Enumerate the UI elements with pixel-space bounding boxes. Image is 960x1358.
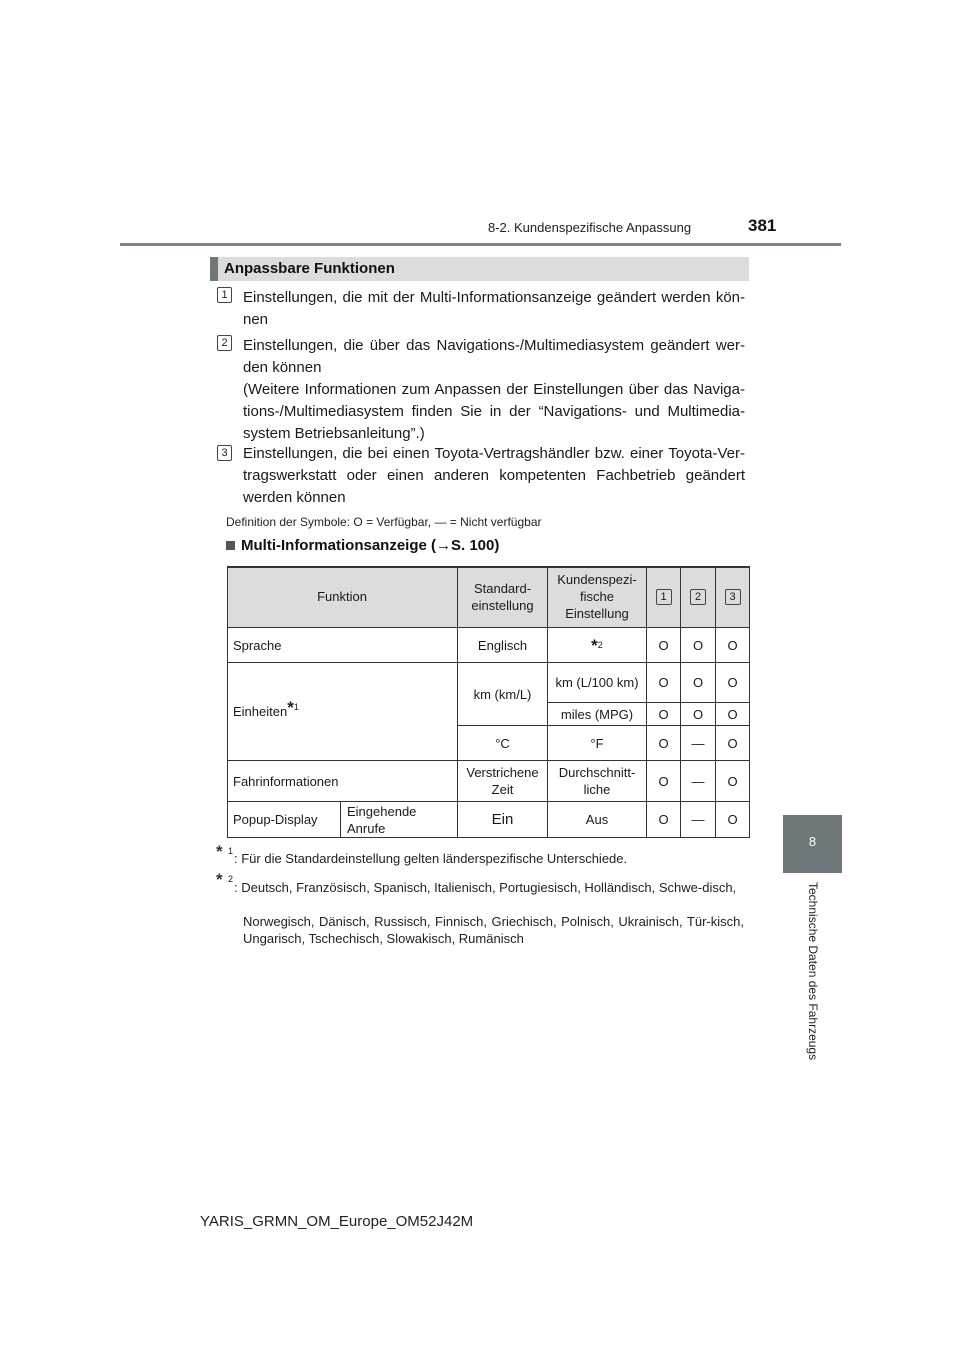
footnote-ref: 2 [597, 639, 603, 650]
number-2-icon: 2 [217, 335, 232, 351]
page-number: 381 [748, 216, 777, 235]
section-heading-bar [210, 257, 218, 281]
footnote-star: * [287, 698, 294, 717]
td-popup-c1: O [647, 802, 681, 838]
td-sprache-c3: O [716, 628, 750, 663]
td-sprache-c2: O [681, 628, 716, 663]
td-einheiten-custom-f: °F [548, 726, 647, 761]
th-funktion: Funktion [227, 566, 458, 628]
td-einheiten [227, 663, 458, 761]
td-einheiten-a-c3: O [716, 663, 750, 703]
item-2-text [243, 335, 745, 445]
section-heading: Anpassbare Funktionen [224, 260, 395, 277]
symbol-definition: Definition der Symbole: O = Verfügbar, — = Nicht verfügbar [226, 515, 542, 529]
subsection-heading [241, 537, 499, 554]
document-footer: YARIS_GRMN_OM_Europe_OM52J42M [200, 1213, 474, 1230]
td-popup-standard: Ein [458, 802, 548, 838]
th-standard: Standard-einstellung [458, 566, 548, 628]
td-einheiten-c-c2: — [681, 726, 716, 761]
footnote-2-star: * [216, 870, 223, 889]
td-sprache-custom [548, 628, 647, 663]
td-fahrinfo-custom: Durchschnitt-liche [548, 761, 647, 802]
header-rule [120, 243, 841, 246]
td-fahrinfo-standard: Verstrichene Zeit [458, 761, 548, 802]
header-section-title: 8-2. Kundenspezifische Anpassung [488, 220, 692, 235]
item-2-note: (Weitere Informationen zum Anpassen der Einstellungen über das Naviga-tions-/Multimediasystem finden Sie in der “Navigations- und Multimedia-system Betriebsanleitung”.) [243, 381, 745, 442]
chapter-number: 8 [808, 834, 817, 849]
item-1-text [243, 287, 745, 331]
td-fahrinfo: Fahrinformationen [227, 761, 458, 802]
td-sprache-standard: Englisch [458, 628, 548, 663]
td-einheiten-standard-km: km (km/L) [458, 663, 548, 726]
item-3-line: Einstellungen, die bei einen Toyota-Vertragshändler bzw. einer Toyota-Ver-tragswerkstatt oder einen anderen kompetenten Fachbetrieb geändert werden können [243, 445, 745, 506]
chapter-title: Technische Daten des Fahrzeugs [806, 882, 820, 1061]
item-1-line: Einstellungen, die mit der Multi-Informationsanzeige geändert werden kön-nen [243, 289, 745, 328]
td-einheiten-custom-miles: miles (MPG) [548, 703, 647, 726]
td-sprache-c1: O [647, 628, 681, 663]
td-popup-c2: — [681, 802, 716, 838]
footnote-star: * [591, 635, 598, 655]
footnote-1-num: 1 [228, 846, 234, 856]
footnote-2-text: : Deutsch, Französisch, Spanisch, Italienisch, Portugiesisch, Holländisch, Schwe-disch, [234, 880, 737, 895]
td-einheiten-c-c1: O [647, 726, 681, 761]
square-bullet-icon [226, 541, 235, 550]
th-col2 [681, 566, 716, 628]
arrow-icon: → [436, 537, 451, 554]
number-3-icon: 3 [217, 445, 232, 461]
th-col1 [647, 566, 681, 628]
footnote-ref: 1 [293, 702, 299, 712]
footnote-2-text-cont: Norwegisch, Dänisch, Russisch, Finnisch, Griechisch, Polnisch, Ukrainisch, Tür-kisch, Ungarisch, Tschechisch, Slowakisch, Rumänisch [243, 914, 744, 946]
th-kundenspezifisch: Kundenspezi-fische Einstellung [548, 566, 647, 628]
td-einheiten-c-c3: O [716, 726, 750, 761]
td-einheiten-a-c2: O [681, 663, 716, 703]
number-3-icon: 3 [725, 589, 741, 605]
number-1-icon: 1 [217, 287, 232, 303]
settings-table [227, 566, 750, 838]
td-fahrinfo-c3: O [716, 761, 750, 802]
subsection-ref: S. 100) [451, 537, 500, 554]
td-einheiten-standard-c: °C [458, 726, 548, 761]
td-popup: Popup-Display [227, 802, 341, 838]
td-einheiten-b-c3: O [716, 703, 750, 726]
number-1-icon: 1 [656, 589, 672, 605]
td-einheiten-b-c1: O [647, 703, 681, 726]
td-fahrinfo-c1: O [647, 761, 681, 802]
footnote-1-star: * [216, 842, 223, 861]
td-popup-sub: Eingehende Anrufe [341, 802, 458, 838]
item-3-text [243, 443, 745, 509]
einheiten-label: Einheiten [233, 704, 288, 719]
td-fahrinfo-c2: — [681, 761, 716, 802]
td-popup-c3: O [716, 802, 750, 838]
footnote-1-text: : Für die Standardeinstellung gelten länderspezifische Unterschiede. [234, 851, 628, 866]
subsection-title: Multi-Informationsanzeige ( [241, 537, 436, 554]
th-col3 [716, 566, 750, 628]
td-einheiten-a-c1: O [647, 663, 681, 703]
td-popup-custom: Aus [548, 802, 647, 838]
td-einheiten-custom-km: km (L/100 km) [548, 663, 647, 703]
td-einheiten-b-c2: O [681, 703, 716, 726]
item-2-line: Einstellungen, die über das Navigations-/Multimediasystem geändert wer-den können [243, 337, 745, 376]
footnote-2-num: 2 [228, 874, 234, 884]
number-2-icon: 2 [690, 589, 706, 605]
td-sprache: Sprache [227, 628, 458, 663]
